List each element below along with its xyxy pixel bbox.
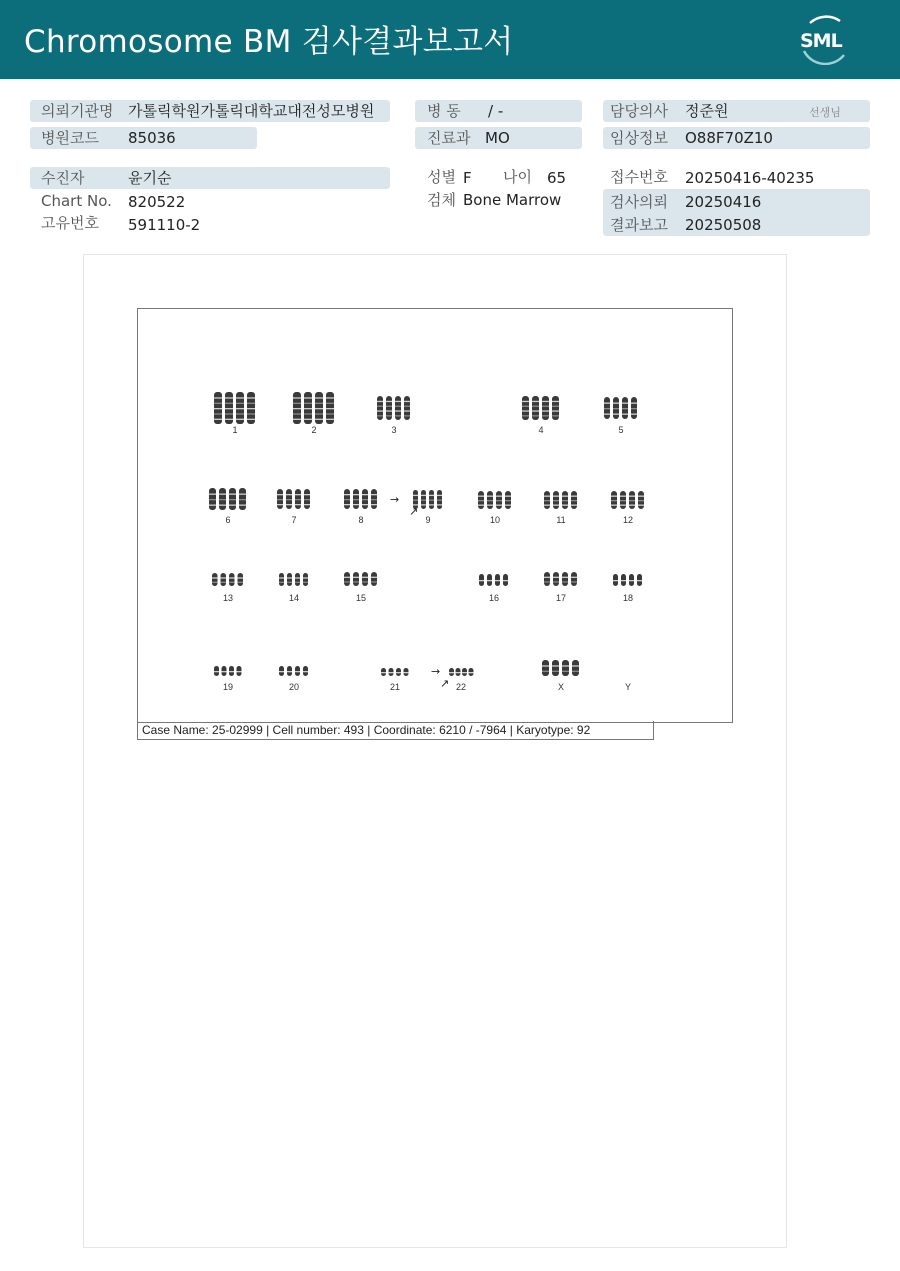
chart-no-value: 820522 (128, 193, 186, 211)
arrow-22-diag-icon: ↗ (440, 677, 450, 690)
chromosome-set-7 (276, 488, 312, 510)
arrow-9-diag-icon: ↗ (409, 505, 419, 518)
chromosome-label-16: 16 (488, 593, 499, 603)
chromosome-set-22 (448, 667, 474, 677)
sex-value: F (463, 169, 472, 187)
report-label: 결과보고 (610, 216, 668, 234)
specimen-label: 검체 (427, 191, 456, 209)
sex-label: 성별 (427, 168, 456, 186)
chromosome-set-20 (278, 665, 310, 677)
chart-no-label: Chart No. (41, 192, 112, 210)
chromosome-set-14 (278, 572, 310, 587)
chromosome-set-12 (610, 490, 646, 510)
doctor-label: 담당의사 (610, 102, 668, 120)
chromosome-label-12: 12 (622, 515, 633, 525)
logo-text: SML (800, 30, 842, 52)
chromosome-label-18: 18 (622, 593, 633, 603)
ward-value: / - (488, 102, 504, 120)
id-label: 고유번호 (41, 214, 99, 232)
report-value: 20250508 (685, 216, 762, 234)
age-label: 나이 (503, 168, 532, 186)
clinical-value: O88F70Z10 (685, 129, 773, 147)
chromosome-label-22: 22 (455, 682, 466, 692)
chromosome-set-16 (478, 573, 510, 587)
chromosome-label-17: 17 (555, 593, 566, 603)
chromosome-label-3: 3 (391, 425, 397, 435)
karyogram-caption: Case Name: 25-02999 | Cell number: 493 | Coordinate: 6210 / -7964 | Karyotype: 92 (137, 721, 654, 740)
department-value: MO (485, 129, 510, 147)
request-value: 20250416 (685, 193, 762, 211)
chromosome-label-2: 2 (311, 425, 317, 435)
arrow-22-right-icon: → (431, 665, 441, 678)
chromosome-label-20: 20 (288, 682, 299, 692)
doctor-suffix: 선생님 (809, 106, 841, 119)
chromosome-set-18 (612, 573, 644, 587)
institution-label: 의뢰기관명 (41, 102, 114, 120)
chromosome-set-15 (343, 571, 379, 587)
report-header (0, 0, 900, 79)
sml-logo (796, 13, 854, 65)
chromosome-label-1: 1 (232, 425, 238, 435)
hospital-code-value: 85036 (128, 129, 176, 147)
chromosome-set-3 (376, 395, 412, 421)
chromosome-set-4 (521, 395, 561, 421)
department-label: 진료과 (427, 129, 471, 147)
chromosome-label-5: 5 (618, 425, 624, 435)
report-title: Chromosome BM 검사결과보고서 (24, 24, 514, 60)
id-value: 591110-2 (128, 216, 201, 234)
doctor-value: 정준원 (685, 102, 729, 120)
chromosome-set-2 (292, 391, 336, 425)
chromosome-set-1 (213, 391, 257, 425)
chromosome-label-15: 15 (355, 593, 366, 603)
arrow-9-right-icon: → (390, 493, 400, 506)
chromosome-set-X (541, 659, 581, 677)
chromosome-set-8 (343, 488, 379, 510)
chromosome-label-19: 19 (222, 682, 233, 692)
chromosome-label-X: X (557, 682, 564, 692)
specimen-value: Bone Marrow (463, 191, 562, 209)
chromosome-set-13 (211, 572, 245, 587)
chromosome-set-17 (543, 571, 579, 587)
chromosome-label-21: 21 (389, 682, 400, 692)
ward-label: 병 동 (427, 102, 461, 120)
chromosome-label-14: 14 (288, 593, 299, 603)
karyogram-image (137, 308, 733, 723)
chromosome-label-7: 7 (291, 515, 297, 525)
chromosome-set-21 (380, 667, 410, 677)
patient-value: 윤기순 (128, 169, 172, 187)
chromosome-label-11: 11 (556, 515, 566, 525)
chromosome-set-11 (543, 490, 579, 510)
chromosome-label-Y: Y (624, 682, 631, 692)
chromosome-label-4: 4 (538, 425, 544, 435)
chromosome-set-5 (603, 396, 639, 420)
patient-label: 수진자 (41, 169, 85, 187)
chromosome-label-10: 10 (489, 515, 500, 525)
institution-value: 가톨릭학원가톨릭대학교대전성모병원 (128, 102, 375, 120)
receipt-value: 20250416-40235 (685, 169, 815, 187)
hospital-code-label: 병원코드 (41, 129, 99, 147)
chromosome-label-13: 13 (222, 593, 233, 603)
chromosome-set-6 (208, 487, 248, 511)
chromosome-set-10 (477, 490, 513, 510)
age-value: 65 (547, 169, 567, 187)
chromosome-label-9: 9 (425, 515, 431, 525)
request-label: 검사의뢰 (610, 193, 668, 211)
chromosome-label-6: 6 (225, 515, 231, 525)
receipt-label: 접수번호 (610, 168, 668, 186)
chromosome-set-19 (213, 665, 243, 677)
chromosome-label-8: 8 (358, 515, 364, 525)
clinical-label: 임상정보 (610, 129, 668, 147)
